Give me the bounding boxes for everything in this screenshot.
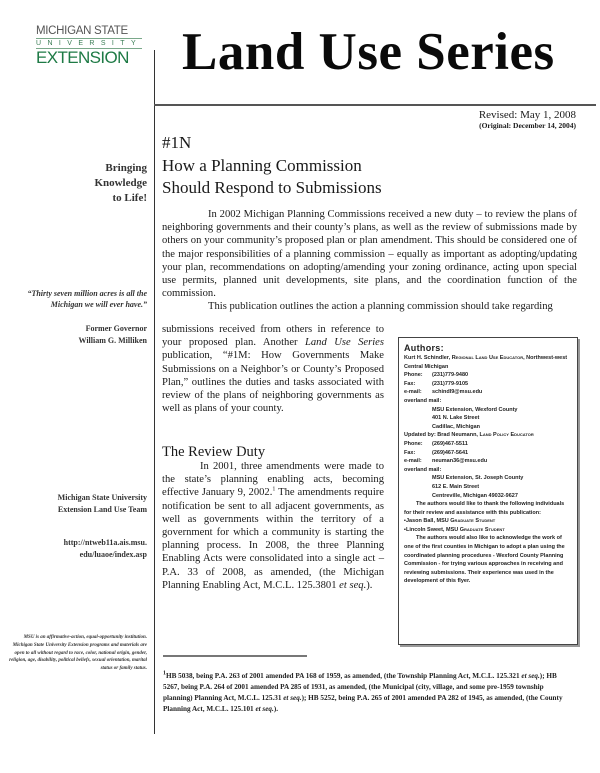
text-run: HB 5038, being P.A. 263 of 2001 amended PA 168 of 1959, as amended, (the Township Planning Act, M.C.L. 125.321 — [166, 672, 522, 680]
author-1-fax — [404, 380, 572, 389]
address-line: 401 N. Lake Street — [432, 415, 480, 422]
reviewer-name: Lincoln Sweet, — [405, 526, 446, 533]
phone-label: Phone: — [404, 372, 423, 379]
url-line: edu/luaoe/index.asp — [79, 550, 147, 559]
et-seq-italic: et seq. — [521, 672, 540, 680]
fax-value: (231)779-9105 — [432, 380, 469, 387]
logo-line-university: UNIVERSITY — [36, 40, 143, 47]
attribution-name: William G. Milliken — [78, 336, 147, 345]
milliken-quote: “Thirty seven million acres is all the Michigan we will ever have.” — [27, 289, 147, 309]
series-title: Land Use Series — [182, 23, 555, 81]
title-line-2: Should Respond to Submissions — [162, 178, 382, 197]
phone-value: (231)779-9480 — [432, 372, 469, 379]
revision-info — [479, 109, 576, 131]
reviewer-name: Jason Ball, — [405, 518, 437, 525]
vertical-divider — [154, 50, 155, 734]
review-duty-paragraph — [162, 460, 384, 592]
intro-paragraph: This publication outlines the action a planning commission should take regarding — [208, 301, 553, 313]
phone-label: Phone: — [404, 440, 423, 447]
author-region: , Northwest-west Central Michigan — [404, 355, 568, 370]
text-run: ); HB 5267, being P.A. 264 of 2001 amended PA 285 of 1931, as amended, (the Municipal (city, village, and some pre-1959 township planning) Planning Act, M.C.L. 125.31 — [163, 672, 557, 702]
review-duty-heading: The Review Duty — [162, 444, 266, 460]
text-run: publication, “#1M: How Governments Make Submissions on a Neighbor’s or County’s Proposed Plan,” outlines the duties and tasks associated with review of the plans of neighboring governments as well as plans of your county. — [162, 350, 384, 415]
url-line: http://ntweb11a.ais.msu. — [63, 538, 147, 547]
author-1-name — [404, 354, 572, 371]
fax-label: Fax: — [404, 380, 416, 387]
fax-label: Fax: — [404, 449, 416, 456]
email-link[interactable]: neuman36@msu.edu — [432, 458, 488, 465]
authors-title: Authors: — [404, 343, 444, 353]
tagline-line: Knowledge — [94, 177, 147, 189]
author-2-fax — [404, 449, 572, 458]
intro-section — [162, 208, 577, 314]
mail-label: overland mail: — [404, 397, 442, 404]
author-1-email — [404, 388, 572, 397]
fax-value: (269)467-5641 — [432, 449, 469, 456]
footnote-divider — [163, 655, 307, 657]
address-line: MSU Extension, Wexford County — [432, 406, 518, 413]
reviewer-role: MSU Graduate Student — [436, 518, 496, 525]
reviewer-item — [404, 526, 572, 535]
author-name: Kurt H. Schindler, — [404, 355, 452, 361]
reviewer-item — [404, 517, 572, 526]
author-2-email — [404, 457, 572, 466]
address-line: MSU Extension, St. Joseph County — [432, 475, 524, 482]
land-use-team — [7, 492, 147, 516]
author-role: Regional Land Use Educator — [451, 355, 524, 361]
acknowledgement-text: The authors would also like to acknowledge the work of one of the first counties in Michigan to adopt a plan using the coordinated planning procedures - Wexford County Planning Commission - for trying various approaches in receiving and reviewing submissions. Their experience was used in the development of this flyer. — [404, 535, 565, 585]
thanks-text: The authors would like to thank the following individuals for their review and assistance with this publication: — [404, 501, 565, 516]
logo-line-michigan-state: MICHIGAN STATE — [36, 25, 128, 37]
text-run: submissions received from others in reference to your proposed plan. Another — [162, 324, 384, 349]
revised-date: Revised: May 1, 2008 — [478, 109, 576, 121]
text-run: ). — [366, 579, 373, 591]
author-2-phone — [404, 440, 572, 449]
text-run: ). — [273, 705, 279, 713]
text-run: The amendments require notification be sent to all adjacent governments, as well as governments within the territory of a government for which a community is starting the planning process. In 2008, the three Planning Enabling Acts were consolidated into a single act – P.A. 33 of 2008, as amended, (the Michigan Planning Enabling Act, M.C.L. 125.3801 — [162, 487, 385, 591]
bullet-icon: ▪ — [404, 518, 406, 525]
email-link[interactable]: schindl9@msu.edu — [432, 389, 483, 396]
tagline — [94, 161, 147, 206]
author-2-name — [404, 431, 572, 440]
email-label: e-mail: — [404, 389, 422, 396]
authors-box — [398, 337, 578, 645]
team-line: Extension Land Use Team — [57, 505, 147, 514]
address-line: 612 E. Main Street — [432, 483, 480, 490]
address-line: Centreville, Michigan 49032-9627 — [432, 492, 518, 499]
footnote-marker: 1 — [163, 670, 166, 677]
bullet-icon: ▪ — [404, 526, 406, 533]
series-name-italic: Land Use Series — [304, 337, 384, 349]
tagline-line: Bringing — [105, 162, 147, 174]
equal-opportunity-disclaimer: MSU is an affirmative-action, equal-opportunity institution. Michigan State University Extension programs and materials are open to all without regard to race, color, national origin, gender, religion, age, disability, political beliefs, sexual orientation, marital status or family status. — [9, 635, 147, 672]
et-seq-italic: et seq. — [255, 705, 274, 713]
reviewer-role: MSU Graduate Student — [446, 526, 505, 533]
document-number: #1N — [162, 133, 192, 152]
email-label: e-mail: — [404, 458, 422, 465]
phone-value: (269)467-5511 — [432, 440, 468, 447]
title-line-1: How a Planning Commission — [162, 156, 362, 175]
footnote-reference[interactable]: 1 — [272, 486, 276, 493]
document-title — [162, 155, 462, 199]
original-date: (Original: December 14, 2004) — [479, 121, 576, 130]
author-role: Land Policy Educator — [479, 432, 534, 439]
msu-extension-logo — [36, 25, 142, 67]
et-seq-italic: et seq. — [339, 579, 367, 591]
intro-paragraph: In 2002 Michigan Planning Commissions received a new duty – to review the plans of neighboring governments and their county’s plans, as well as the review of submissions made by others on your community’s proposed plan or plan amendment. This should be considered one of the major responsibilities of a planning commission – equally as important as adopting/updating your plan, recommendations on adopting/amending your zoning ordinance, acting upon special use permits, planned unit developments, site plans, and the coordination function of the commission. — [162, 209, 577, 300]
attribution-title: Former Governor — [85, 324, 147, 333]
text-run: ); HB 5252, being P.A. 265 of 2001 amended PA 282 of 1945, as amended, (the County Planning Act, M.C.L. 125.101 — [163, 694, 563, 713]
author-1-phone — [404, 371, 572, 380]
continued-paragraph — [162, 323, 384, 415]
logo-line-extension: EXTENSION — [36, 48, 129, 67]
quote-attribution — [7, 323, 147, 347]
header-divider — [154, 104, 596, 106]
text-run: In 2001, three amendments were made to the state’s planning enabling acts, becoming effective January 9, 2002. — [162, 461, 384, 499]
team-url-link[interactable] — [7, 537, 147, 561]
team-line: Michigan State University — [57, 493, 147, 502]
et-seq-italic: et seq. — [283, 694, 302, 702]
tagline-line: to Life! — [112, 192, 147, 204]
author-name: Updated by: Brad Neumann, — [404, 432, 480, 439]
mail-label: overland mail: — [404, 466, 442, 473]
address-line: Cadillac, Michigan — [432, 423, 480, 430]
footnote — [163, 671, 563, 715]
